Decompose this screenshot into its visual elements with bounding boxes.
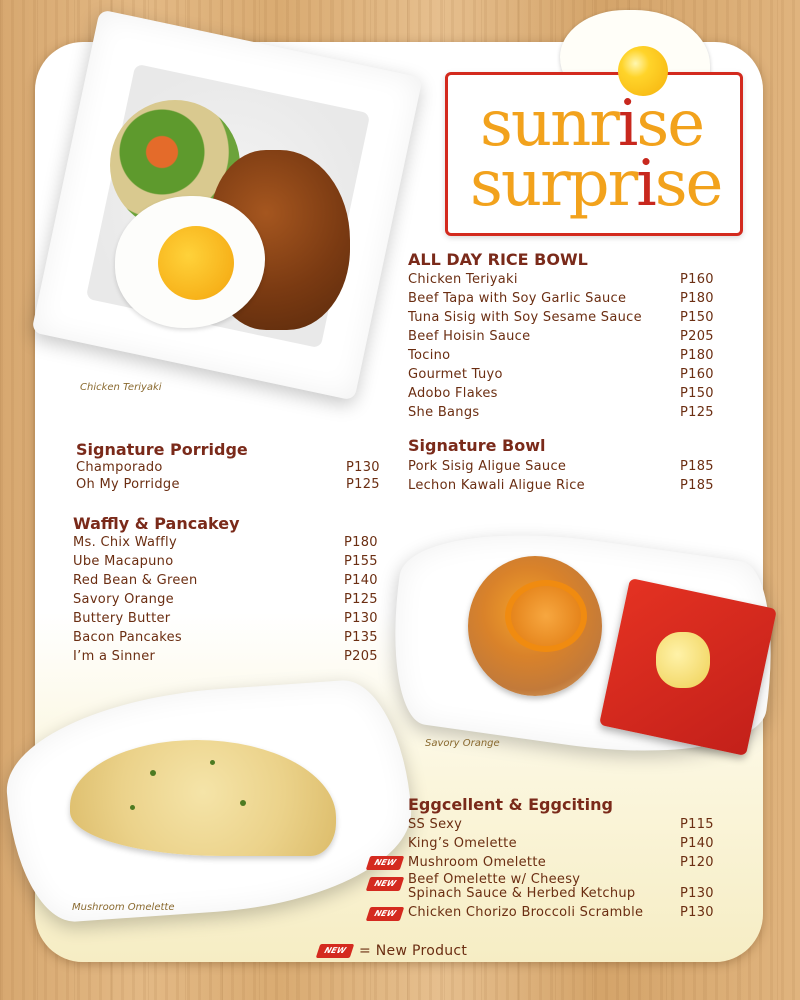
- new-badge-icon: NEW: [316, 944, 355, 958]
- menu-item-name: Buttery Butter: [73, 611, 171, 626]
- menu-item-name: Chicken Teriyaki: [408, 272, 518, 287]
- menu-item-name: Gourmet Tuyo: [408, 367, 503, 382]
- menu-item-price: P180: [680, 348, 714, 363]
- new-badge-icon: NEW: [366, 856, 405, 870]
- menu-item-price: P130: [680, 886, 714, 901]
- menu-item-price: P155: [344, 554, 378, 569]
- rice-bowl-title: ALL DAY RICE BOWL: [408, 250, 588, 269]
- menu-item-price: P125: [680, 405, 714, 420]
- menu-item-name: SS Sexy: [408, 817, 463, 832]
- menu-item-price: P130: [346, 460, 380, 475]
- menu-item-price: P180: [344, 535, 378, 550]
- menu-item-name: Chicken Chorizo Broccoli Scramble: [408, 905, 644, 920]
- caption-chicken-teriyaki: Chicken Teriyaki: [80, 382, 162, 393]
- menu-item-name: Beef Hoisin Sauce: [408, 329, 531, 344]
- eggs-title: Eggcellent & Eggciting: [408, 795, 613, 814]
- menu-item-price: P125: [346, 477, 380, 492]
- menu-item-name: Beef Tapa with Soy Garlic Sauce: [408, 291, 627, 306]
- menu-item-price: P205: [344, 649, 378, 664]
- menu-item-price: P115: [680, 817, 714, 832]
- menu-item-price: P160: [680, 367, 714, 382]
- menu-item-name: Lechon Kawali Aligue Rice: [408, 478, 585, 493]
- menu-item-price: P185: [680, 459, 714, 474]
- menu-item-name: King’s Omelette: [408, 836, 517, 851]
- menu-item-name: Red Bean & Green: [73, 573, 198, 588]
- caption-mushroom-omelette: Mushroom Omelette: [72, 902, 175, 913]
- menu-item-name: Oh My Porridge: [76, 477, 180, 492]
- menu-item-name: Ms. Chix Waffly: [73, 535, 177, 550]
- new-badge-icon: NEW: [366, 877, 405, 891]
- menu-item-price: P130: [680, 905, 714, 920]
- caption-savory-orange: Savory Orange: [425, 738, 500, 749]
- menu-item-price: P125: [344, 592, 378, 607]
- legend-text: = New Product: [359, 943, 468, 959]
- menu-item-price: P140: [680, 836, 714, 851]
- menu-item-name: She Bangs: [408, 405, 480, 420]
- menu-item-price: P140: [344, 573, 378, 588]
- menu-item-name: Champorado: [76, 460, 163, 475]
- menu-item-price: P120: [680, 855, 714, 870]
- menu-item-price: P150: [680, 386, 714, 401]
- menu-item-price: P180: [680, 291, 714, 306]
- menu-item-price: P205: [680, 329, 714, 344]
- menu-item-name: Pork Sisig Aligue Sauce: [408, 459, 567, 474]
- logo-line-1: sunrise: [480, 87, 704, 161]
- menu-item-price: P150: [680, 310, 714, 325]
- menu-item-name: I’m a Sinner: [73, 649, 156, 664]
- menu-item-name: Ube Macapuno: [73, 554, 174, 569]
- signature-bowl-title: Signature Bowl: [408, 436, 546, 455]
- menu-item-name: Adobo Flakes: [408, 386, 498, 401]
- porridge-title: Signature Porridge: [76, 440, 248, 459]
- menu-item-name: Beef Omelette w/ Cheesy: [408, 872, 581, 887]
- menu-item-name: Mushroom Omelette: [408, 855, 547, 870]
- menu-item-name: Bacon Pancakes: [73, 630, 182, 645]
- menu-item-price: P130: [344, 611, 378, 626]
- menu-item-name: Tocino: [408, 348, 451, 363]
- new-badge-icon: NEW: [366, 907, 405, 921]
- menu-item-name: Tuna Sisig with Soy Sesame Sauce: [408, 310, 642, 325]
- menu-item-name: Savory Orange: [73, 592, 174, 607]
- menu-item-price: P160: [680, 272, 714, 287]
- menu-item-price: P185: [680, 478, 714, 493]
- menu-item-name-line2: Spinach Sauce & Herbed Ketchup: [408, 886, 636, 901]
- logo-line-2: surprise: [470, 147, 722, 221]
- waffly-title: Waffly & Pancakey: [73, 514, 240, 533]
- menu-item-price: P135: [344, 630, 378, 645]
